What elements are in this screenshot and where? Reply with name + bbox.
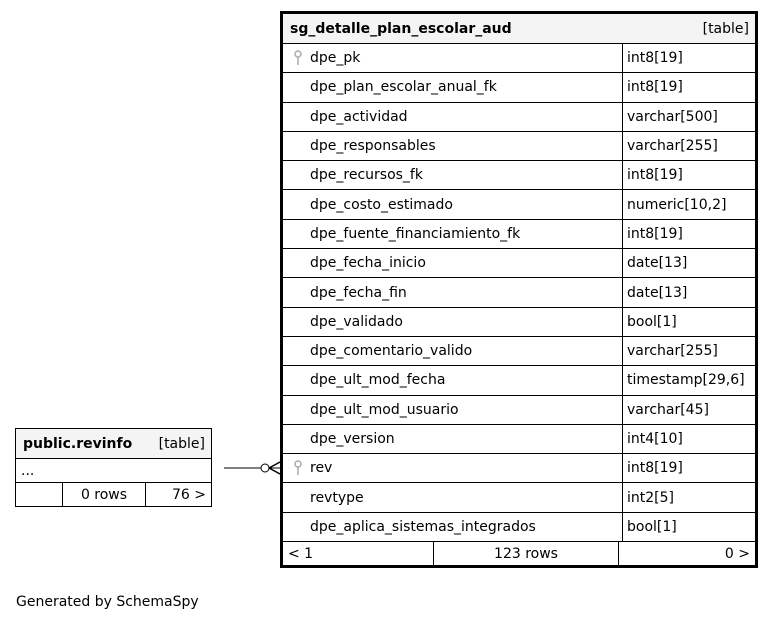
column-row[interactable] — [283, 366, 755, 395]
column-row[interactable] — [283, 337, 755, 366]
column-name — [283, 396, 623, 424]
column-name — [283, 249, 623, 277]
parents-link[interactable]: < 1 — [283, 542, 434, 565]
column-type: int8[19] — [627, 79, 683, 96]
table-header — [283, 14, 755, 44]
column-row[interactable] — [283, 190, 755, 219]
table-footer — [283, 542, 755, 565]
column-type: date[13] — [627, 284, 688, 301]
key-icon — [293, 50, 303, 66]
collapsed-columns: ... — [16, 459, 211, 483]
column-row[interactable] — [283, 278, 755, 307]
column-row[interactable] — [283, 220, 755, 249]
column-name — [283, 278, 623, 306]
generated-by-label: Generated by SchemaSpy — [16, 594, 199, 610]
column-type: int8[19] — [627, 225, 683, 242]
column-row[interactable] — [283, 103, 755, 132]
column-name — [283, 425, 623, 453]
column-name — [283, 308, 623, 336]
column-name-text: dpe_costo_estimado — [310, 196, 453, 213]
column-type: timestamp[29,6] — [627, 372, 745, 389]
column-type: varchar[255] — [627, 138, 718, 155]
column-type: bool[1] — [627, 313, 677, 330]
column-name-text: dpe_validado — [310, 313, 403, 330]
table-title[interactable]: public.revinfo — [23, 435, 133, 452]
column-name — [283, 103, 623, 131]
column-name — [283, 483, 623, 511]
children-link[interactable]: 76 > — [172, 486, 206, 503]
children-link[interactable]: 0 > — [724, 545, 750, 562]
column-row[interactable] — [283, 308, 755, 337]
column-name — [283, 513, 623, 541]
column-type: date[13] — [627, 255, 688, 272]
column-row[interactable] — [283, 44, 755, 73]
column-name-text: dpe_recursos_fk — [310, 167, 423, 184]
column-name-text: rev — [310, 460, 333, 477]
column-name — [283, 366, 623, 394]
column-name — [283, 190, 623, 218]
column-name-text: dpe_ult_mod_fecha — [310, 372, 446, 389]
column-type: int2[5] — [627, 489, 674, 506]
column-name-text: dpe_fecha_inicio — [310, 255, 426, 272]
column-name — [283, 337, 623, 365]
column-type: varchar[255] — [627, 343, 718, 360]
column-name-text: dpe_fecha_fin — [310, 284, 407, 301]
column-name-text: revtype — [310, 489, 364, 506]
row-count: 123 rows — [434, 542, 619, 565]
column-row[interactable] — [283, 249, 755, 278]
column-name-text: dpe_fuente_financiamiento_fk — [310, 225, 521, 242]
column-name-text: dpe_actividad — [310, 108, 408, 125]
column-row[interactable] — [283, 483, 755, 512]
table-kind: [table] — [702, 20, 749, 37]
column-name-text: dpe_pk — [310, 50, 361, 67]
column-type: int8[19] — [627, 167, 683, 184]
table-title[interactable]: sg_detalle_plan_escolar_aud — [290, 20, 512, 37]
table-public-revinfo[interactable] — [15, 428, 212, 507]
row-count: 0 rows — [63, 483, 146, 506]
column-name — [283, 132, 623, 160]
column-type: int4[10] — [627, 431, 683, 447]
column-type: bool[1] — [627, 518, 677, 535]
column-name — [283, 44, 623, 72]
column-name-text: dpe_plan_escolar_anual_fk — [310, 79, 497, 96]
table-kind: [table] — [158, 435, 205, 452]
column-type: varchar[45] — [627, 401, 709, 418]
column-name — [283, 220, 623, 248]
column-row[interactable] — [283, 73, 755, 102]
column-name-text: dpe_version — [310, 431, 395, 447]
column-name — [283, 454, 623, 482]
parents-link[interactable] — [16, 483, 63, 506]
column-type: int8[19] — [627, 50, 683, 67]
column-type: int8[19] — [627, 460, 683, 477]
column-name-text: dpe_responsables — [310, 138, 436, 155]
column-row[interactable] — [283, 425, 755, 454]
column-row[interactable] — [283, 396, 755, 425]
column-name — [283, 161, 623, 189]
column-name — [283, 73, 623, 101]
column-row[interactable] — [283, 454, 755, 483]
column-row[interactable] — [283, 161, 755, 190]
column-row[interactable] — [283, 513, 755, 542]
column-type: varchar[500] — [627, 108, 718, 125]
column-type: numeric[10,2] — [627, 196, 727, 213]
table-sg-detalle-plan-escolar-aud[interactable] — [280, 11, 758, 568]
column-name-text: dpe_aplica_sistemas_integrados — [310, 518, 536, 535]
column-list — [283, 44, 755, 542]
column-name-text: dpe_ult_mod_usuario — [310, 401, 459, 418]
key-icon — [293, 460, 303, 476]
table-header — [16, 429, 211, 459]
table-footer — [16, 483, 211, 506]
column-name-text: dpe_comentario_valido — [310, 343, 473, 360]
column-row[interactable] — [283, 132, 755, 161]
